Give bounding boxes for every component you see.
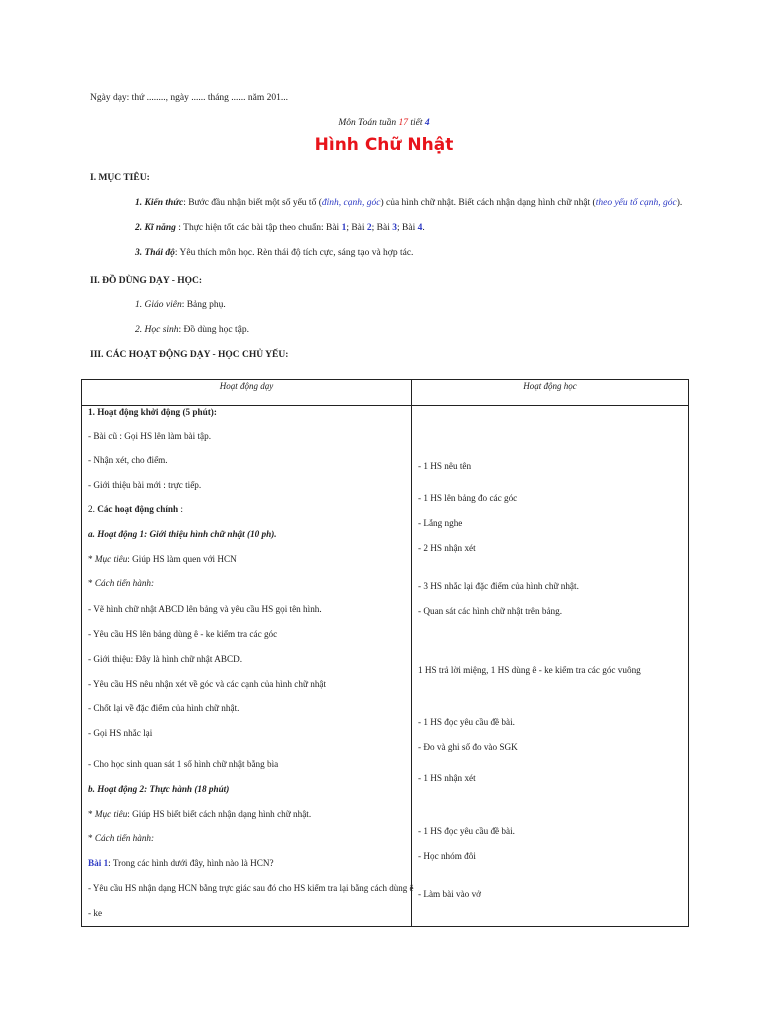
- teacher-materials: [135, 300, 226, 310]
- student-line: - 3 HS nhắc lại đặc điểm của hình chữ nhật.: [418, 581, 579, 591]
- objective-skills: [135, 223, 425, 233]
- knowledge-text-c: ) của hình chữ nhật. Biết cách nhận dạng hình chữ nhật (: [380, 198, 596, 208]
- knowledge-text-a: : Bước đầu nhận biết một số yếu tố (: [183, 198, 322, 208]
- attitude-text: : Yêu thích môn học. Rèn thái độ tích cực, sáng tạo và hợp tác.: [174, 248, 414, 258]
- student-materials-label: 2. Học sinh: [135, 325, 179, 335]
- student-activities-cell: [412, 406, 689, 927]
- subject-week: 17: [398, 118, 408, 128]
- teacher-line-text: : Giúp HS biết biết cách nhận dạng hình chữ nhật.: [127, 809, 312, 819]
- student-line: - Học nhóm đôi: [418, 851, 476, 861]
- skills-ex-2: 2: [366, 223, 372, 233]
- knowledge-text-d: theo yếu tố cạnh, góc: [595, 198, 677, 208]
- student-materials: [135, 325, 249, 335]
- teacher-materials-label: 1. Giáo viên: [135, 300, 182, 310]
- teacher-line: - Nhận xét, cho điểm.: [88, 455, 168, 465]
- teacher-line: a. Hoạt động 1: Giới thiệu hình chữ nhật (10 ph).: [88, 529, 277, 539]
- teacher-activities-cell: [82, 406, 412, 927]
- teacher-line-label: Cách tiến hành:: [94, 833, 155, 843]
- table-header-row: [82, 380, 689, 406]
- teacher-line-bullet: *: [88, 833, 95, 843]
- student-line: - Đo và ghi số đo vào SGK: [418, 742, 518, 752]
- teacher-line: - Yêu cầu HS nhận dạng HCN bằng trực giác sau đó cho HS kiểm tra lại bằng cách dùng ê: [88, 883, 414, 893]
- teacher-line: [88, 504, 183, 514]
- page-title: Hình Chữ Nhật: [314, 135, 454, 155]
- skills-label: 2. Kĩ năng: [135, 223, 176, 233]
- teacher-line: - Yêu cầu HS lên bảng dùng ê - ke kiểm tra các góc: [88, 629, 278, 639]
- student-line: 1 HS trả lời miệng, 1 HS dùng ê - ke kiểm tra các góc vuông: [418, 665, 641, 675]
- teacher-line-text: : Trong các hình dưới đây, hình nào là HCN?: [108, 858, 274, 868]
- skills-ex-1: 1: [341, 223, 347, 233]
- teacher-line: - Vẽ hình chữ nhật ABCD lên bảng và yêu cầu HS gọi tên hình.: [88, 604, 322, 614]
- teacher-line-text: : Giúp HS làm quen với HCN: [127, 554, 237, 564]
- teacher-line: [88, 809, 311, 819]
- skills-ex-3: 3: [392, 223, 397, 233]
- teacher-line: [88, 858, 274, 868]
- knowledge-text-e: ).: [676, 198, 683, 208]
- teacher-line: - Chốt lại về đặc điểm của hình chữ nhật.: [88, 703, 240, 713]
- student-line: - 2 HS nhận xét: [418, 543, 476, 553]
- knowledge-text-b: đỉnh, cạnh, góc: [321, 198, 381, 208]
- date-line: Ngày dạy: thứ ........, ngày ...... tháng ...... năm 201...: [90, 93, 289, 103]
- section-1-heading: I. MỤC TIÊU:: [90, 173, 150, 183]
- subject-prefix: Môn Toán tuần: [338, 118, 399, 128]
- teacher-line: - Bài cũ : Gọi HS lên làm bài tập.: [88, 431, 211, 441]
- teacher-line-label: Cách tiến hành:: [94, 578, 155, 588]
- subject-lesson: 4: [424, 118, 430, 128]
- teacher-line: - Yêu cầu HS nêu nhận xét về góc và các cạnh của hình chữ nhật: [88, 679, 327, 689]
- teacher-line-bullet: *: [88, 554, 95, 564]
- teacher-line: - Giới thiệu: Đây là hình chữ nhật ABCD.: [88, 654, 243, 664]
- section-3-heading: III. CÁC HOẠT ĐỘNG DẠY - HỌC CHỦ YẾU:: [90, 350, 289, 360]
- teacher-line: b. Hoạt động 2: Thực hành (18 phút): [88, 784, 230, 794]
- objective-knowledge: [135, 198, 682, 208]
- student-line: - 1 HS lên bảng đo các góc: [418, 493, 518, 503]
- teacher-line: - ke: [88, 908, 103, 918]
- student-line: - 1 HS nêu tên: [418, 461, 472, 471]
- exercise-1-label: Bài 1: [88, 858, 109, 868]
- teacher-line: [88, 833, 154, 843]
- attitude-label: 3. Thái độ: [135, 248, 175, 258]
- student-column-header: Hoạt động học: [412, 380, 689, 406]
- teacher-column-header: Hoạt động dạy: [82, 380, 412, 406]
- skills-end: .: [422, 223, 425, 233]
- skills-text: : Thực hiện tốt các bài tập theo chuẩn: Bài: [175, 223, 342, 233]
- teacher-line-suffix: :: [178, 504, 183, 514]
- section-2-heading: II. ĐỒ DÙNG DẠY - HỌC:: [90, 276, 203, 286]
- skills-sep-1: ; Bài: [346, 223, 367, 233]
- teacher-line: - Giới thiệu bài mới : trực tiếp.: [88, 480, 202, 490]
- student-line: - 1 HS đọc yêu cầu đề bài.: [418, 826, 515, 836]
- knowledge-label: 1. Kiến thức: [135, 198, 184, 208]
- skills-ex-4: 4: [417, 223, 423, 233]
- teacher-line: - Cho học sinh quan sát 1 số hình chữ nhật bằng bìa: [88, 759, 279, 769]
- skills-sep-2: ; Bài: [371, 223, 393, 233]
- student-materials-text: : Đồ dùng học tập.: [178, 325, 249, 335]
- teacher-line-prefix: 2.: [88, 504, 98, 514]
- teacher-line-bold: Các hoạt động chính: [97, 504, 179, 514]
- teacher-line: 1. Hoạt động khởi động (5 phút):: [88, 407, 217, 417]
- teacher-materials-text: : Bảng phụ.: [181, 300, 226, 310]
- skills-sep-3: ; Bài: [397, 223, 418, 233]
- teacher-line-bullet: *: [88, 578, 95, 588]
- teacher-line-bullet: *: [88, 809, 95, 819]
- teacher-line-label: Mục tiêu: [94, 809, 128, 819]
- student-line: - 1 HS đọc yêu cầu đề bài.: [418, 717, 515, 727]
- subject-mid: tiết: [407, 118, 425, 128]
- teacher-line: [88, 554, 237, 564]
- subject-line: [0, 118, 768, 128]
- teacher-line-label: Mục tiêu: [94, 554, 128, 564]
- activities-table: [81, 379, 689, 927]
- student-line: - Làm bài vào vở: [418, 889, 482, 899]
- student-line: - 1 HS nhận xét: [418, 773, 476, 783]
- teacher-line: - Gọi HS nhắc lại: [88, 728, 153, 738]
- student-line: - Lắng nghe: [418, 518, 463, 528]
- teacher-line: [88, 578, 154, 588]
- table-row: [82, 406, 689, 927]
- objective-attitude: [135, 248, 413, 258]
- student-line: - Quan sát các hình chữ nhật trên bảng.: [418, 606, 563, 616]
